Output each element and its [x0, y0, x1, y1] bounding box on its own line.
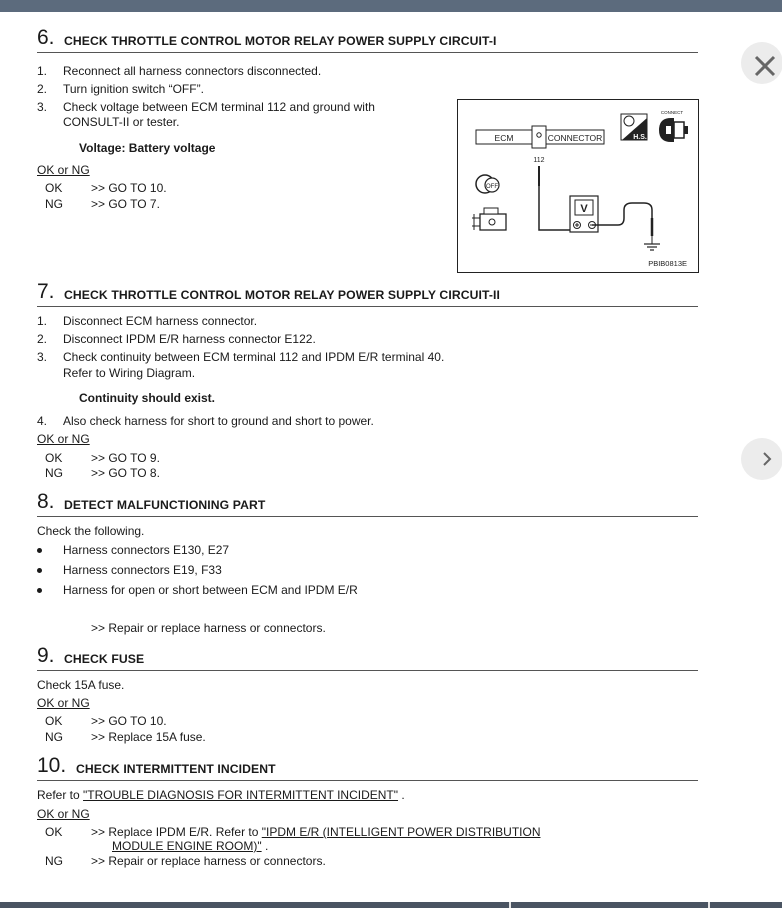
step-7-item-3-cont: Refer to Wiring Diagram.: [63, 366, 196, 380]
step-6-header: [37, 28, 698, 53]
ipdm-er-link[interactable]: "IPDM E/R (INTELLIGENT POWER DISTRIBUTION: [261, 825, 541, 839]
step-6-item-3-cont: CONSULT-II or tester.: [63, 115, 180, 129]
bullet-icon: [37, 568, 42, 573]
step-10-refer: Refer to "TROUBLE DIAGNOSIS FOR INTERMITTENT INCIDENT" .: [37, 788, 405, 802]
step-10-ok-ng-label: OK or NG: [37, 807, 90, 821]
viewer-bottom-bar: [0, 902, 782, 908]
step-8-intro: Check the following.: [37, 524, 145, 538]
step-6-ok-ng-label: OK or NG: [37, 163, 90, 177]
step-7-header: [37, 282, 698, 307]
step-9-intro: Check 15A fuse.: [37, 678, 125, 692]
step-6-title: CHECK THROTTLE CONTROL MOTOR RELAY POWER SUPPLY CIRCUIT-I: [64, 34, 497, 48]
svg-text:OFF: OFF: [486, 184, 498, 190]
step-6-number: 6.: [37, 26, 55, 49]
bottom-bar-divider: [708, 902, 710, 908]
connect-icon: [659, 110, 688, 142]
step-10-title: CHECK INTERMITTENT INCIDENT: [76, 762, 276, 776]
step-9-ok-ng-label: OK or NG: [37, 696, 90, 710]
step-8-number: 8.: [37, 490, 55, 513]
step-8-title: DETECT MALFUNCTIONING PART: [64, 498, 266, 512]
bullet-icon: [37, 588, 42, 593]
intermittent-incident-link[interactable]: "TROUBLE DIAGNOSIS FOR INTERMITTENT INCIDENT": [83, 788, 399, 802]
ecm-label: ECM: [494, 133, 514, 143]
connector-label: CONNECTOR: [547, 133, 603, 143]
hs-label: H.S.: [633, 134, 647, 141]
step-9-header: [37, 646, 698, 671]
engine-icon: [472, 208, 506, 230]
step-7-number: 7.: [37, 280, 55, 303]
step-7-title: CHECK THROTTLE CONTROL MOTOR RELAY POWER SUPPLY CIRCUIT-II: [64, 288, 501, 302]
step-9-title: CHECK FUSE: [64, 652, 145, 666]
terminal-label: 112: [533, 157, 545, 164]
chevron-right-icon: [741, 438, 782, 480]
close-button[interactable]: [741, 42, 782, 84]
step-7-ok-ng-label: OK or NG: [37, 432, 90, 446]
connect-label: CONNECT: [660, 110, 684, 115]
ignition-key-icon: [476, 175, 499, 193]
document-page: 6. CHECK THROTTLE CONTROL MOTOR RELAY POWER SUPPLY CIRCUIT-I 1. Reconnect all harness connectors disconnected. 2. Turn ignition switch “OFF”. 3. Check voltage between ECM terminal 112 and ground with CONSULT-II or tester. Voltage: Battery voltage OK or NG OK >> GO TO 10. NG >> GO TO 7. ECM CONNECTOR 112 V OFF H.S. CONNECT PBIB0813E 7. CHECK THROTTLE CONTROL MOTOR RELAY POWER SUPPLY CIRCUIT-II 1. Disconnect ECM harness connector. 2. Disconnect IPDM E/R harness connector E122. 3. Check continuity between ECM terminal 112 and IPDM E/R terminal 40. Refer to Wiring Diagram. Continuity should exist. 4. Also check harness for short to ground and short to power. OK or NG OK >> GO TO 9. NG >> GO TO 8. 8. DETECT MALFUNCTIONING PART Check the following. Harness connectors E130, E27 Harness connectors E19, F33 Harness for open or short between ECM and IPDM E/R >> Repair or replace harness or connectors. 9. CHECK FUSE Check 15A fuse. OK or NG OK >> GO TO 10. NG >> Replace 15A fuse. 10. CHECK INTERMITTENT INCIDENT Refer to "TROUBLE DIAGNOSIS FOR INTERMITTENT INCIDENT" . OK or NG OK >> Replace IPDM E/R. Refer to "IPDM E/R (INTELLIGENT POWER DISTRIBUTION MODULE ENGINE ROOM)" . NG >> Repair or replace harness or connectors.: [37, 12, 698, 900]
negative-lead: [592, 203, 652, 232]
diagram-drawing: [458, 100, 698, 272]
diagram-ref-code: PBIB0813E: [648, 259, 687, 268]
next-page-button[interactable]: [741, 438, 782, 480]
step-10-number: 10.: [37, 754, 67, 777]
step-10-header: [37, 756, 698, 781]
step-10-result-ok-cont: MODULE ENGINE ROOM)" .: [112, 839, 269, 853]
bottom-bar-divider: [509, 902, 511, 908]
step-8-header: [37, 492, 698, 517]
step-9-number: 9.: [37, 644, 55, 667]
step-6-spec: Voltage: Battery voltage: [79, 141, 216, 155]
close-icon: [741, 42, 782, 84]
viewer-top-bar: [0, 0, 782, 12]
step-7-spec: Continuity should exist.: [79, 391, 216, 405]
voltmeter-unit: V: [580, 203, 588, 215]
wiring-check-diagram: [457, 99, 699, 273]
hs-icon: [621, 114, 647, 141]
bullet-icon: [37, 548, 42, 553]
ipdm-er-link-cont[interactable]: MODULE ENGINE ROOM)": [112, 839, 262, 853]
step-8-action: >> Repair or replace harness or connectors.: [91, 621, 326, 635]
